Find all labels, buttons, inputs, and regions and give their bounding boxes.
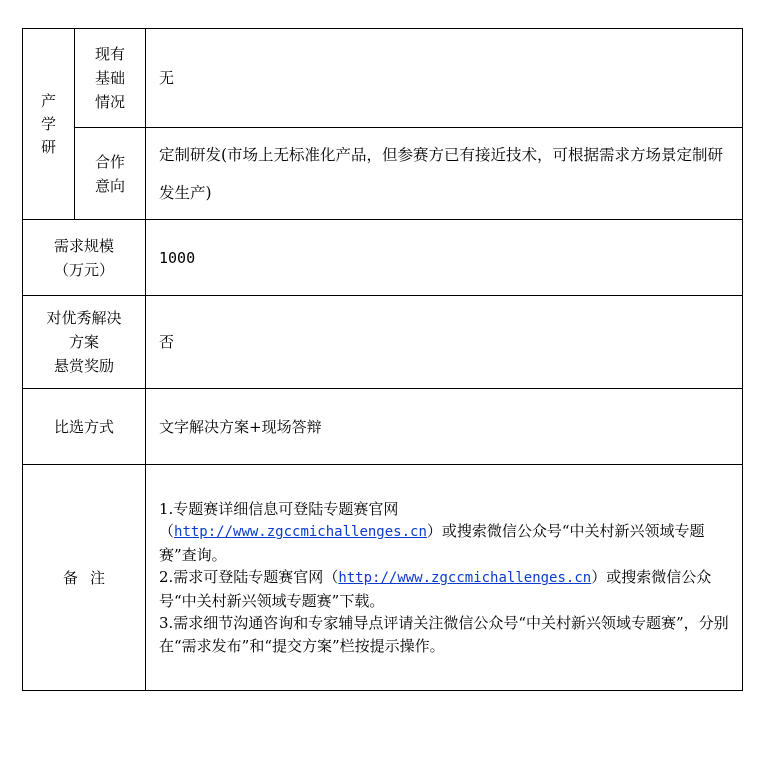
remarks-item-2-rest: ）或搜索微信公众号“中关村新兴领域专题赛”下载。 [159,568,712,610]
selection-method-label: 比选方式 [23,389,146,465]
official-site-link-1[interactable]: http://www.zgccmichallenges.cn [174,524,427,541]
existing-basis-label-line-1: 现有 [94,45,125,63]
remarks-item-1 [159,498,732,567]
existing-basis-label-cell [75,29,146,128]
demand-scale-row [23,220,743,296]
cooperation-intent-label-line-1: 合作 [94,152,125,171]
existing-basis-row [23,29,743,128]
remarks-item-1-open: （ [159,522,175,541]
remarks-item-2 [159,566,732,612]
existing-basis-label-line-2: 基础 [94,69,125,87]
remarks-row [23,465,743,691]
existing-basis-label-line-3: 情况 [94,93,125,111]
cooperation-intent-value: 定制研发(市场上无标准化产品，但参赛方已有接近技术，可根据需求方场景定制研发生产) [146,128,743,220]
remarks-item-3: 3.需求细节沟通咨询和专家辅导点评请关注微信公众号“中关村新兴领域专题赛”，分别在“需求发布”和“提交方案”栏按提示操作。 [159,614,729,655]
remarks-item-2-text: 2.需求可登陆专题赛官网（ [159,568,339,587]
remarks-label: 备注 [62,568,117,587]
remarks-item-1-text: 1.专题赛详细信息可登陆专题赛官网 [159,499,399,518]
reward-value: 否 [146,296,743,389]
reward-label-cell [23,296,146,389]
reward-label-line-1: 对优秀解决 [46,309,122,327]
official-site-link-2[interactable]: http://www.zgccmichallenges.cn [338,570,592,587]
selection-method-value: 文字解决方案+现场答辩 [146,389,743,465]
reward-label-line-3: 悬赏奖励 [53,357,114,375]
requirement-form-table [22,28,743,691]
demand-scale-label-line-1: 需求规模 [53,236,114,255]
demand-scale-value: 1000 [146,220,743,296]
industry-academia-group-cell [23,29,75,220]
industry-academia-label: 产学研 [41,91,57,156]
selection-method-row [23,389,743,465]
existing-basis-value: 无 [146,29,743,128]
remarks-item-1-rest: ）或搜索微信公众号“中关村新兴领域专题赛”查询。 [159,522,705,564]
reward-row [23,296,743,389]
cooperation-intent-row [23,128,743,220]
cooperation-intent-label-line-2: 意向 [94,176,125,195]
demand-scale-label-cell [23,220,146,296]
remarks-content [146,465,743,691]
cooperation-intent-label-cell [75,128,146,220]
reward-label-line-2: 方案 [68,333,99,351]
remarks-label-cell [23,465,146,691]
demand-scale-label-line-2: （万元） [53,260,114,279]
